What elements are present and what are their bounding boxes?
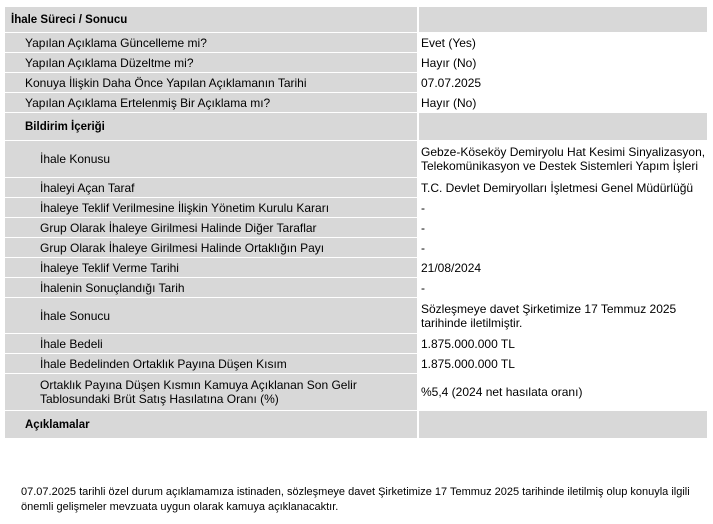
field-label: Yapılan Açıklama Güncelleme mi? [5, 33, 417, 52]
content-row [5, 374, 707, 410]
field-label: İhalenin Sonuçlandığı Tarih [5, 278, 417, 297]
notification-row [5, 33, 707, 52]
field-label: Grup Olarak İhaleye Girilmesi Halinde Ortaklığın Payı [5, 238, 417, 257]
field-label: Ortaklık Payına Düşen Kısmın Kamuya Açıklanan Son Gelir Tablosundaki Brüt Satış Hasılatına Oranı (%) [5, 374, 417, 410]
content-header-row [5, 113, 707, 140]
section-header-row [5, 7, 707, 32]
explanations-header-row [5, 411, 707, 438]
content-row [5, 238, 707, 257]
content-header-filler [419, 113, 707, 140]
content-title: Bildirim İçeriği [5, 113, 417, 140]
field-label: İhaleyi Açan Taraf [5, 178, 417, 197]
section-title: İhale Süreci / Sonucu [5, 7, 417, 32]
explanations-header-filler [419, 411, 707, 438]
field-value: Hayır (No) [419, 53, 707, 72]
section-header-filler [419, 7, 707, 32]
notification-row [5, 93, 707, 112]
field-label: İhale Konusu [5, 141, 417, 177]
field-value: Evet (Yes) [419, 33, 707, 52]
content-row [5, 298, 707, 333]
content-row [5, 198, 707, 217]
field-value: Hayır (No) [419, 93, 707, 112]
content-row [5, 218, 707, 237]
field-label: İhaleye Teklif Verilmesine İlişkin Yönetim Kurulu Kararı [5, 198, 417, 217]
field-value: T.C. Devlet Demiryolları İşletmesi Genel Müdürlüğü [419, 178, 707, 197]
field-label: Yapılan Açıklama Düzeltme mi? [5, 53, 417, 72]
content-row [5, 334, 707, 353]
field-value: - [419, 238, 707, 257]
field-value: Sözleşmeye davet Şirketimize 17 Temmuz 2025 tarihinde iletilmiştir. [419, 298, 707, 333]
notification-row [5, 53, 707, 72]
field-label: İhale Bedeli [5, 334, 417, 353]
explanations-title: Açıklamalar [5, 411, 417, 438]
field-label: İhale Sonucu [5, 298, 417, 333]
field-value: 1.875.000.000 TL [419, 334, 707, 353]
field-label: İhaleye Teklif Verme Tarihi [5, 258, 417, 277]
field-value: - [419, 218, 707, 237]
field-value: - [419, 278, 707, 297]
content-row [5, 278, 707, 297]
content-row [5, 141, 707, 177]
field-label: Grup Olarak İhaleye Girilmesi Halinde Diğer Taraflar [5, 218, 417, 237]
field-value: 21/08/2024 [419, 258, 707, 277]
content-row [5, 258, 707, 277]
disclosure-table [5, 6, 707, 439]
content-row [5, 178, 707, 197]
field-value: - [419, 198, 707, 217]
field-value: 1.875.000.000 TL [419, 354, 707, 373]
field-label: Yapılan Açıklama Ertelenmiş Bir Açıklama mı? [5, 93, 417, 112]
field-label: Konuya İlişkin Daha Önce Yapılan Açıklamanın Tarihi [5, 73, 417, 92]
content-row [5, 354, 707, 373]
field-value: 07.07.2025 [419, 73, 707, 92]
explanation-text: 07.07.2025 tarihli özel durum açıklamamıza istinaden, sözleşmeye davet Şirketimize 17 Temmuz 2025 tarihinde iletilmiş olup konuyla ilgili önemli gelişmeler mevzuata uygun olarak kamuya açıklanacaktır. [21, 486, 690, 513]
field-label: İhale Bedelinden Ortaklık Payına Düşen Kısım [5, 354, 417, 373]
field-value: %5,4 (2024 net hasılata oranı) [419, 374, 707, 410]
notification-row [5, 73, 707, 92]
field-value: Gebze-Köseköy Demiryolu Hat Kesimi Sinyalizasyon, Telekomünikasyon ve Destek Sistemleri Yapım İşleri [419, 141, 707, 177]
